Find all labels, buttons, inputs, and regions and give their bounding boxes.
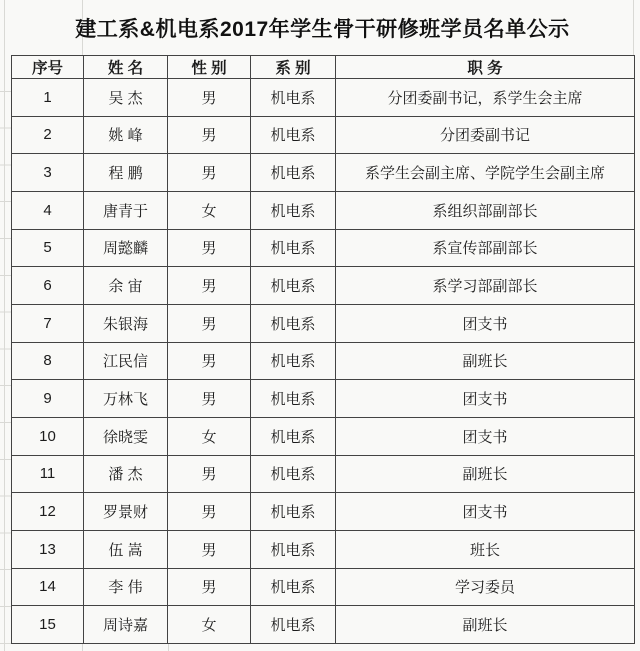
cell-department: 机电系 bbox=[251, 267, 336, 305]
cell-gender: 男 bbox=[168, 568, 251, 606]
cell-department: 机电系 bbox=[251, 342, 336, 380]
table-row bbox=[12, 417, 635, 455]
roster-table bbox=[11, 55, 635, 644]
cell-index: 8 bbox=[12, 342, 84, 380]
cell-gender: 男 bbox=[168, 342, 251, 380]
cell-name: 朱银海 bbox=[84, 304, 168, 342]
cell-name: 周诗嘉 bbox=[84, 606, 168, 644]
bottom-gridline-a bbox=[82, 643, 83, 651]
column-header-position: 职 务 bbox=[336, 56, 635, 79]
cell-position: 分团委副书记 bbox=[336, 116, 635, 154]
table-row bbox=[12, 116, 635, 154]
cell-index: 2 bbox=[12, 116, 84, 154]
cell-gender: 男 bbox=[168, 154, 251, 192]
cell-index: 1 bbox=[12, 79, 84, 117]
table-row bbox=[12, 606, 635, 644]
cell-name: 唐青于 bbox=[84, 191, 168, 229]
cell-name: 周懿麟 bbox=[84, 229, 168, 267]
cell-name: 徐晓雯 bbox=[84, 417, 168, 455]
cell-name: 程 鹏 bbox=[84, 154, 168, 192]
cell-gender: 女 bbox=[168, 417, 251, 455]
cell-position: 团支书 bbox=[336, 380, 635, 418]
cell-index: 3 bbox=[12, 154, 84, 192]
table-row bbox=[12, 229, 635, 267]
cell-department: 机电系 bbox=[251, 79, 336, 117]
cell-position: 副班长 bbox=[336, 606, 635, 644]
cell-name: 万林飞 bbox=[84, 380, 168, 418]
cell-index: 9 bbox=[12, 380, 84, 418]
cell-position: 班长 bbox=[336, 530, 635, 568]
cell-department: 机电系 bbox=[251, 417, 336, 455]
cell-name: 江民信 bbox=[84, 342, 168, 380]
cell-name: 姚 峰 bbox=[84, 116, 168, 154]
cell-department: 机电系 bbox=[251, 380, 336, 418]
cell-gender: 男 bbox=[168, 380, 251, 418]
cell-index: 12 bbox=[12, 493, 84, 531]
cell-name: 李 伟 bbox=[84, 568, 168, 606]
cell-department: 机电系 bbox=[251, 530, 336, 568]
column-header-gender: 性 别 bbox=[168, 56, 251, 79]
cell-department: 机电系 bbox=[251, 606, 336, 644]
cell-gender: 女 bbox=[168, 606, 251, 644]
cell-index: 15 bbox=[12, 606, 84, 644]
cell-name: 余 宙 bbox=[84, 267, 168, 305]
cell-position: 团支书 bbox=[336, 304, 635, 342]
cell-department: 机电系 bbox=[251, 455, 336, 493]
cell-index: 6 bbox=[12, 267, 84, 305]
table-row bbox=[12, 455, 635, 493]
table-row bbox=[12, 304, 635, 342]
cell-position: 团支书 bbox=[336, 417, 635, 455]
cell-gender: 男 bbox=[168, 116, 251, 154]
cell-position: 系学生会副主席、学院学生会副主席 bbox=[336, 154, 635, 192]
table-row bbox=[12, 191, 635, 229]
cell-name: 潘 杰 bbox=[84, 455, 168, 493]
cell-department: 机电系 bbox=[251, 304, 336, 342]
cell-position: 分团委副书记，系学生会主席 bbox=[336, 79, 635, 117]
page-title: 建工系&机电系2017年学生骨干研修班学员名单公示 bbox=[75, 17, 570, 41]
column-header-index: 序号 bbox=[12, 56, 84, 79]
table-row bbox=[12, 154, 635, 192]
cell-position: 团支书 bbox=[336, 493, 635, 531]
cell-position: 副班长 bbox=[336, 342, 635, 380]
table-row bbox=[12, 568, 635, 606]
column-header-name: 姓 名 bbox=[84, 56, 168, 79]
cell-gender: 男 bbox=[168, 79, 251, 117]
bottom-gridline-b bbox=[168, 643, 169, 651]
cell-department: 机电系 bbox=[251, 493, 336, 531]
table-row bbox=[12, 530, 635, 568]
cell-index: 5 bbox=[12, 229, 84, 267]
cell-gender: 男 bbox=[168, 304, 251, 342]
cell-gender: 男 bbox=[168, 493, 251, 531]
table-row bbox=[12, 380, 635, 418]
cell-index: 13 bbox=[12, 530, 84, 568]
cell-index: 11 bbox=[12, 455, 84, 493]
cell-gender: 女 bbox=[168, 191, 251, 229]
cell-position: 副班长 bbox=[336, 455, 635, 493]
cell-index: 10 bbox=[12, 417, 84, 455]
table-row bbox=[12, 493, 635, 531]
table-row bbox=[12, 79, 635, 117]
cell-index: 4 bbox=[12, 191, 84, 229]
cell-gender: 男 bbox=[168, 229, 251, 267]
cell-department: 机电系 bbox=[251, 568, 336, 606]
cell-name: 罗景财 bbox=[84, 493, 168, 531]
cell-department: 机电系 bbox=[251, 116, 336, 154]
cell-position: 系组织部副部长 bbox=[336, 191, 635, 229]
cell-name: 吴 杰 bbox=[84, 79, 168, 117]
column-header-department: 系 别 bbox=[251, 56, 336, 79]
left-margin-row-gridlines bbox=[0, 55, 11, 644]
cell-position: 学习委员 bbox=[336, 568, 635, 606]
title-bar bbox=[11, 0, 634, 55]
cell-index: 7 bbox=[12, 304, 84, 342]
cell-index: 14 bbox=[12, 568, 84, 606]
header-row bbox=[12, 56, 635, 79]
cell-position: 系宣传部副部长 bbox=[336, 229, 635, 267]
cell-position: 系学习部副部长 bbox=[336, 267, 635, 305]
table-row bbox=[12, 342, 635, 380]
cell-department: 机电系 bbox=[251, 191, 336, 229]
cell-gender: 男 bbox=[168, 455, 251, 493]
cell-department: 机电系 bbox=[251, 154, 336, 192]
cell-name: 伍 嵩 bbox=[84, 530, 168, 568]
cell-department: 机电系 bbox=[251, 229, 336, 267]
cell-gender: 男 bbox=[168, 267, 251, 305]
cell-gender: 男 bbox=[168, 530, 251, 568]
table-row bbox=[12, 267, 635, 305]
